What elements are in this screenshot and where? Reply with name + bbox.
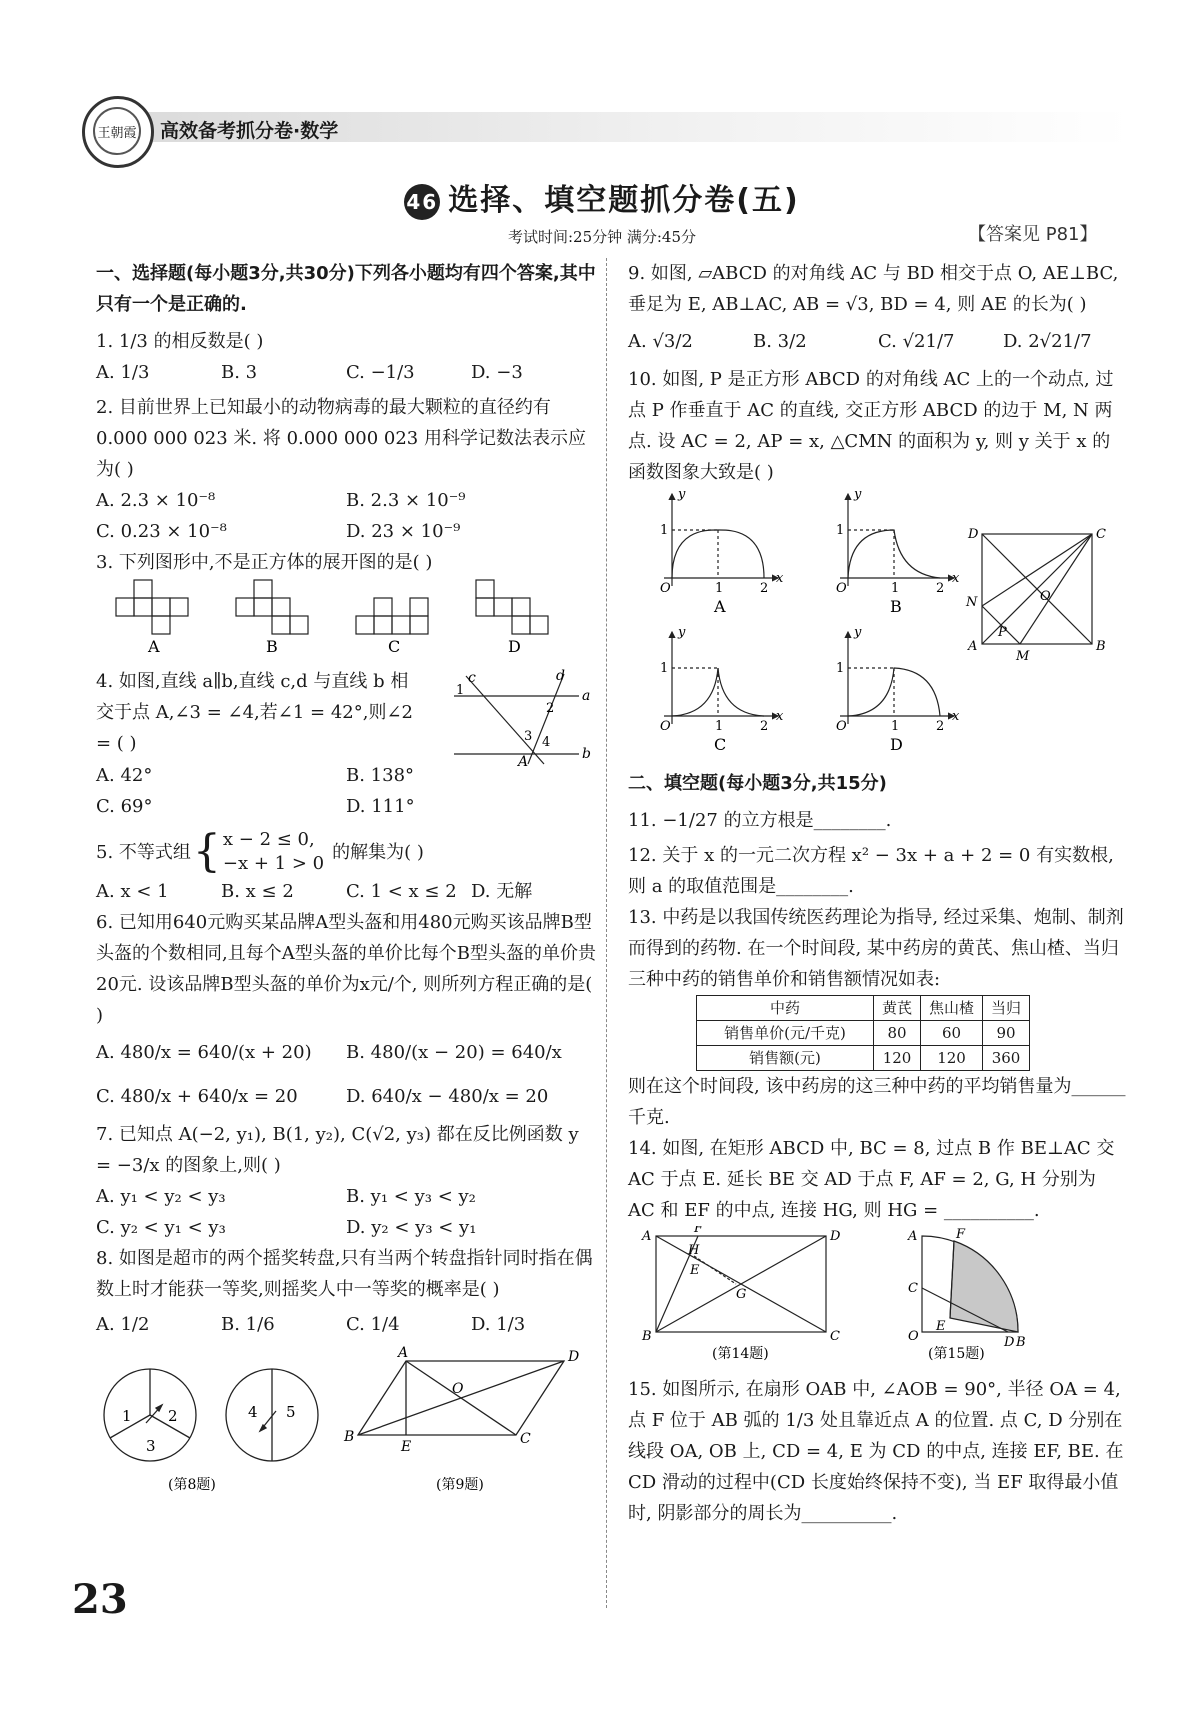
ga-2x: 2 (760, 581, 769, 596)
fig9-caption: (第9题) (436, 1477, 484, 1493)
fig9-label-b: B (344, 1429, 355, 1445)
q9-option-b: B. 3/2 (753, 331, 807, 352)
fig9-label-a: A (398, 1345, 409, 1361)
fig14-g: G (736, 1287, 747, 1302)
table-cell: 120 (874, 1046, 921, 1071)
q4-label-a: a (582, 688, 591, 704)
sector-figure (922, 1236, 1018, 1332)
graph-c (664, 632, 778, 724)
graph-d (840, 632, 954, 724)
q2-option-a: A. 2.3 × 10⁻⁸ (96, 490, 216, 511)
q6-option-b: B. 480/(x − 20) = 640/x (346, 1042, 562, 1063)
answer-reference: 【答案见 P81】 (968, 224, 1098, 245)
q6-option-a: A. 480/x = 640/(x + 20) (96, 1042, 312, 1063)
table-cell: 120 (921, 1046, 983, 1071)
q2-option-c: C. 0.23 × 10⁻⁸ (96, 521, 227, 542)
publisher-logo (82, 96, 154, 168)
q1-option-c: C. −1/3 (346, 362, 415, 383)
q10-figures (628, 488, 1128, 758)
q1-option-d: D. −3 (471, 362, 523, 383)
fig9-label-d: D (568, 1349, 580, 1365)
q5-block (96, 828, 596, 876)
q8-options (96, 1305, 596, 1345)
fig14-b: B (642, 1329, 652, 1344)
q9-stem: 9. 如图, ▱ABCD 的对角线 AC 与 BD 相交于点 O, AE⊥BC, 垂足为 E, AB⊥AC, AB = √3, BD = 4, 则 AE 的长为( ) (628, 263, 1119, 315)
q5-stem: 5. 不等式组 (96, 841, 191, 863)
q2-option-b: B. 2.3 × 10⁻⁹ (346, 490, 466, 511)
table-cell: 销售额(元) (697, 1046, 874, 1071)
sq-label-n: N (966, 595, 978, 610)
right-column (628, 258, 1128, 1529)
q1-options (96, 357, 596, 388)
q8-option-c: C. 1/4 (346, 1314, 400, 1335)
fig15-a: A (908, 1229, 918, 1244)
gb-y: y (854, 488, 862, 502)
fig14-e: E (690, 1263, 700, 1278)
graph-b-label: B (890, 597, 902, 616)
fig8-caption: (第8题) (168, 1477, 216, 1493)
q6-stem: 6. 已知用640元购买某品牌A型头盔和用480元购买该品牌B型头盔的个数相同,且每个A型头盔的单价比每个B型头盔的单价贵20元. 设该品牌B型头盔的单价为x元/个, 则所列方程正确的是( ) (96, 912, 596, 1026)
fig14-f: F (694, 1226, 704, 1236)
q7-options (96, 1181, 596, 1243)
q14-q15-figures (628, 1226, 1128, 1364)
q13-stem: 13. 中药是以我国传统医药理论为指导, 经过采集、炮制、制剂而得到的药物. 在一个时间段, 某中药房的黄芪、焦山楂、当归三种中药的销售单价和销售额情况如表: (628, 907, 1124, 990)
fig15-caption: (第15题) (928, 1346, 985, 1362)
q4-options (96, 760, 596, 822)
net-d (476, 580, 548, 634)
table-cell: 90 (983, 1021, 1030, 1046)
q1-stem: 1. 1/3 的相反数是( ) (96, 331, 264, 352)
parallelogram-figure (358, 1361, 564, 1435)
q9-option-c: C. √21/7 (878, 331, 955, 352)
q1-option-b: B. 3 (221, 362, 258, 383)
left-column (96, 258, 596, 1505)
net-label-c: C (388, 637, 401, 656)
table-row (697, 1046, 1030, 1071)
section1-heading: 一、选择题(每小题3分,共30分)下列各小题均有四个答案,其中只有一个是正确的. (96, 263, 596, 315)
gd-y: y (854, 625, 862, 640)
q5-brace: { (192, 826, 221, 877)
wheel1-sector-2: 2 (168, 1407, 178, 1425)
q5-option-b: B. x ≤ 2 (221, 881, 294, 902)
page-number: 23 (72, 1576, 128, 1623)
gd-1x: 1 (891, 719, 900, 734)
wheel2-sector-5: 5 (286, 1403, 296, 1421)
sq-label-m: M (1016, 649, 1030, 664)
q4-option-a: A. 42° (96, 765, 153, 786)
ga-1x: 1 (715, 581, 724, 596)
q4-angle-3: 3 (524, 729, 533, 744)
sq-label-o: O (1040, 589, 1051, 604)
q8-option-b: B. 1/6 (221, 1314, 275, 1335)
gb-o: O (836, 581, 847, 596)
net-b (236, 580, 308, 634)
q4-option-b: B. 138° (346, 765, 415, 786)
graph-d-label: D (890, 735, 903, 754)
q5-inequality-2: −x + 1 > 0 (222, 853, 325, 874)
q4-option-d: D. 111° (346, 796, 415, 817)
q5-system (223, 828, 324, 876)
sq-label-b: B (1096, 639, 1106, 654)
gc-x: x (776, 709, 784, 724)
q5-option-a: A. x < 1 (96, 881, 169, 902)
sq-label-p: P (998, 625, 1007, 640)
net-label-d: D (508, 637, 521, 656)
q4-label-point-a: A (518, 754, 529, 766)
gc-2x: 2 (760, 719, 769, 734)
sq-label-c: C (1096, 527, 1106, 542)
sq-label-a: A (968, 639, 978, 654)
th-medicine: 中药 (697, 996, 874, 1021)
fig15-c: C (908, 1281, 918, 1296)
q3-stem: 3. 下列图形中,不是正方体的展开图的是( ) (96, 552, 433, 573)
q9-option-d: D. 2√21/7 (1003, 331, 1092, 352)
gb-1x: 1 (891, 581, 900, 596)
q13-tail: 则在这个时间段, 该中药房的这三种中药的平均销售量为______千克. (628, 1076, 1126, 1128)
gd-x: x (952, 709, 960, 724)
fig14-a: A (642, 1229, 652, 1244)
table-header-row (697, 996, 1030, 1021)
q4-angle-2: 2 (546, 701, 555, 716)
table-row (697, 1021, 1030, 1046)
q6-option-d: D. 640/x − 480/x = 20 (346, 1086, 549, 1107)
wheel2-sector-4: 4 (248, 1403, 258, 1421)
gc-1x: 1 (715, 719, 724, 734)
q5-options (96, 876, 596, 907)
table-cell: 60 (921, 1021, 983, 1046)
fig15-o: O (908, 1329, 919, 1344)
net-a (116, 580, 188, 634)
q5-tail: 的解集为( ) (332, 841, 424, 863)
q8-q9-figures (96, 1345, 596, 1495)
q8-option-d: D. 1/3 (471, 1314, 526, 1335)
q6-options (96, 1031, 596, 1119)
q7-stem: 7. 已知点 A(−2, y₁), B(1, y₂), C(√2, y₃) 都在反比例函数 y = −3/x 的图象上,则( ) (96, 1124, 579, 1176)
q5-inequality-1: x − 2 ≤ 0, (222, 829, 315, 850)
wheel1-sector-3: 3 (146, 1437, 156, 1455)
fig15-e: E (936, 1319, 946, 1334)
q6-option-c: C. 480/x + 640/x = 20 (96, 1086, 298, 1107)
rectangle-figure (656, 1236, 826, 1332)
paper-number-badge: 46 (404, 184, 440, 220)
q7-option-d: D. y₂ < y₃ < y₁ (346, 1217, 477, 1238)
gb-1y: 1 (836, 523, 845, 538)
q4-stem: 4. 如图,直线 a∥b,直线 c,d 与直线 b 相交于点 A,∠3 = ∠4,若∠1 = 42°,则∠2 = ( ) (96, 671, 413, 754)
q4-block (96, 666, 596, 766)
fig14-h: H (688, 1243, 700, 1258)
th-huangqi: 黄芪 (874, 996, 921, 1021)
ga-y: y (678, 488, 686, 502)
q7-option-c: C. y₂ < y₁ < y₃ (96, 1217, 226, 1238)
fig15-b: B (1016, 1335, 1026, 1350)
fig9-label-e: E (401, 1439, 412, 1455)
table-cell: 销售单价(元/千克) (697, 1021, 874, 1046)
logo-text: 王朝霞 (93, 107, 141, 155)
net-label-a: A (148, 637, 160, 656)
gb-x: x (952, 571, 960, 586)
q7-option-a: A. y₁ < y₂ < y₃ (96, 1186, 226, 1207)
q10-stem: 10. 如图, P 是正方形 ABCD 的对角线 AC 上的一个动点, 过点 P 作垂直于 AC 的直线, 交正方形 ABCD 的边于 M, N 两点. 设 AC = 2, AP = x, △CMN 的面积为 y, 则 y 关于 x 的函数图象大致是( ) (628, 369, 1114, 483)
th-jiaoshanzha: 焦山楂 (921, 996, 983, 1021)
q2-option-d: D. 23 × 10⁻⁹ (346, 521, 461, 542)
q9-option-a: A. √3/2 (628, 331, 693, 352)
q4-angle-1: 1 (456, 683, 465, 698)
gd-1y: 1 (836, 661, 845, 676)
q13-table (696, 995, 1030, 1071)
exam-info: 考试时间:25分钟 满分:45分 (507, 228, 697, 246)
gd-2x: 2 (936, 719, 945, 734)
q4-angle-4: 4 (542, 735, 551, 750)
q4-label-b: b (582, 746, 591, 762)
q5-option-d: D. 无解 (471, 881, 533, 902)
q2-options (96, 485, 596, 547)
fig9-label-o: O (452, 1381, 464, 1397)
graph-b (840, 494, 954, 586)
q8-option-a: A. 1/2 (96, 1314, 150, 1335)
gc-1y: 1 (660, 661, 669, 676)
page-title (0, 175, 1204, 220)
gd-o: O (836, 719, 847, 734)
net-c (356, 598, 428, 634)
q14-stem: 14. 如图, 在矩形 ABCD 中, BC = 8, 过点 B 作 BE⊥AC 交 AC 于点 E. 延长 BE 交 AD 于点 F, AF = 2, G, H 分别为 AC 和 EF 的中点, 连接 HG, 则 HG = __________. (628, 1138, 1115, 1221)
q7-option-b: B. y₁ < y₃ < y₂ (346, 1186, 476, 1207)
q4-figure (444, 666, 594, 766)
q1-option-a: A. 1/3 (96, 362, 150, 383)
q9-options (628, 320, 1128, 364)
net-label-b: B (266, 637, 278, 656)
q5-option-c: C. 1 < x ≤ 2 (346, 881, 457, 902)
ga-o: O (660, 581, 671, 596)
fig15-d: D (1004, 1335, 1015, 1350)
q4-label-d: d (556, 668, 565, 684)
wheel1-sector-1: 1 (122, 1407, 132, 1425)
table-cell: 80 (874, 1021, 921, 1046)
q11-stem: 11. −1/27 的立方根是________. (628, 810, 892, 831)
q8-stem: 8. 如图是超市的两个摇奖转盘,只有当两个转盘指针同时指在偶数上时才能获一等奖,则摇奖人中一等奖的概率是( ) (96, 1248, 593, 1300)
graph-a (664, 494, 778, 586)
title-text: 选择、填空题抓分卷(五) (448, 183, 800, 218)
q2-stem: 2. 目前世界上已知最小的动物病毒的最大颗粒的直径约有 0.000 000 023 米. 将 0.000 000 023 用科学记数法表示应为( ) (96, 397, 586, 480)
fig14-d: D (830, 1229, 841, 1244)
q3-cube-nets-figure (96, 578, 596, 656)
gc-y: y (678, 625, 686, 640)
section2-heading: 二、填空题(每小题3分,共15分) (628, 773, 887, 794)
q4-label-c: c (468, 670, 476, 686)
fig14-caption: (第14题) (712, 1346, 769, 1362)
fig14-c: C (830, 1329, 840, 1344)
series-title: 高效备考抓分卷·数学 (160, 120, 339, 142)
sq-label-d: D (968, 527, 979, 542)
ga-x: x (776, 571, 784, 586)
q15-stem: 15. 如图所示, 在扇形 OAB 中, ∠AOB = 90°, 半径 OA = 4, 点 F 位于 AB 弧的 1/3 处且靠近点 A 的位置. 点 C, D 分别在线段 OA, OB 上, CD = 4, E 为 CD 的中点, 连接 EF, BE. 在 CD 滑动的过程中(CD 长度始终保持不变), 当 EF 取得最小值时, 阴影部分的周长为__________. (628, 1379, 1124, 1524)
q12-stem: 12. 关于 x 的一元二次方程 x² − 3x + a + 2 = 0 有实数根, 则 a 的取值范围是________. (628, 845, 1114, 897)
th-danggui: 当归 (983, 996, 1030, 1021)
table-cell: 360 (983, 1046, 1030, 1071)
q4-option-c: C. 69° (96, 796, 153, 817)
gb-2x: 2 (936, 581, 945, 596)
gc-o: O (660, 719, 671, 734)
fig15-f: F (956, 1227, 966, 1242)
graph-a-label: A (714, 597, 726, 616)
fig9-label-c: C (520, 1431, 531, 1447)
column-divider (606, 258, 607, 1608)
graph-c-label: C (714, 735, 727, 754)
ga-1y: 1 (660, 523, 669, 538)
